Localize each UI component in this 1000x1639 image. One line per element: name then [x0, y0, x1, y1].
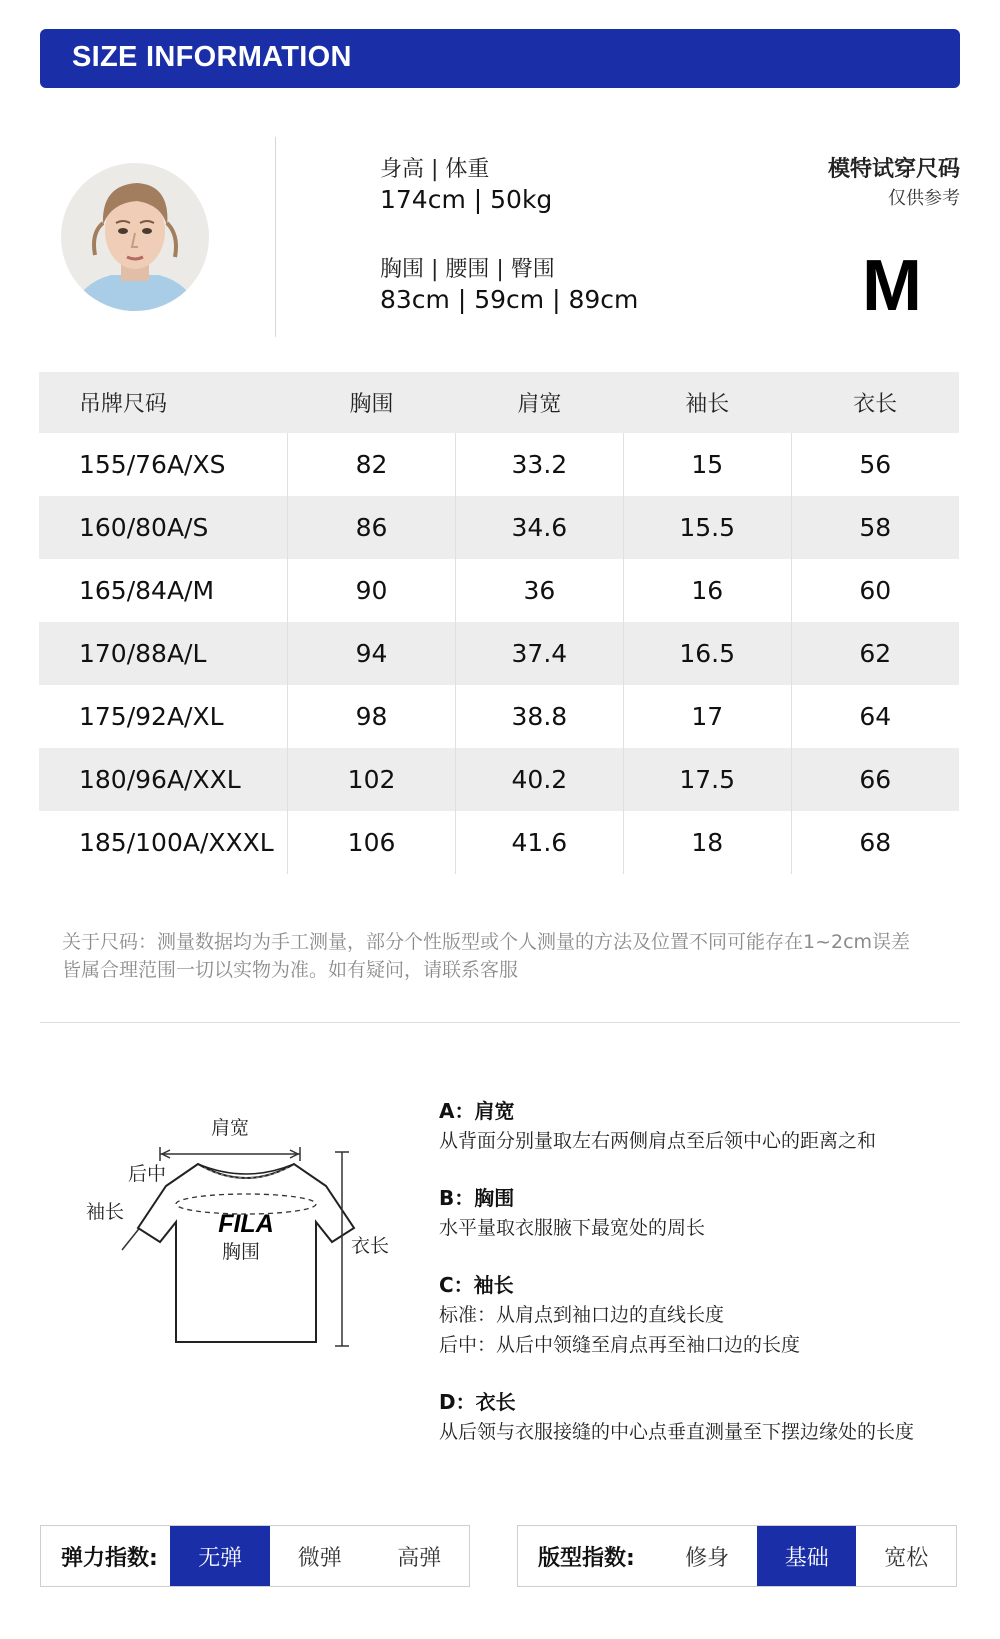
size-table [39, 372, 959, 874]
tshirt-measure-diagram [80, 1110, 420, 1420]
table-cell: 18 [623, 811, 791, 874]
definition-length [439, 1387, 959, 1447]
disclaimer-line: 皆属合理范围一切以实物为准。如有疑问，请联系客服 [62, 959, 519, 981]
model-info-divider [275, 137, 276, 337]
table-cell: 37.4 [455, 622, 623, 685]
header-chest: 胸围 [288, 372, 456, 433]
height-weight-label: 身高 | 体重 [380, 157, 490, 182]
size-info-banner [40, 29, 960, 88]
table-row [39, 685, 959, 748]
fit-option-regular: 基础 [757, 1526, 857, 1586]
table-cell: 15 [623, 433, 791, 496]
table-cell: 180/96A/XXL [39, 748, 288, 811]
definition-sleeve [439, 1270, 959, 1360]
table-cell: 16 [623, 559, 791, 622]
model-portrait-icon [61, 163, 209, 311]
measurement-definitions [439, 1096, 959, 1474]
table-cell: 94 [288, 622, 456, 685]
table-cell: 64 [791, 685, 959, 748]
elasticity-option-high: 高弹 [397, 1545, 442, 1571]
elasticity-option-none: 无弹 [170, 1526, 270, 1586]
size-disclaimer [62, 928, 962, 984]
table-cell: 165/84A/M [79, 576, 215, 605]
table-cell: 17 [623, 685, 791, 748]
header-shoulder: 肩宽 [455, 372, 623, 433]
table-cell: 33.2 [455, 433, 623, 496]
fit-option-loose: 宽松 [884, 1545, 929, 1571]
table-cell: 41.6 [455, 811, 623, 874]
table-cell: 40.2 [455, 748, 623, 811]
table-cell: 68 [791, 811, 959, 874]
body-measure-label: 胸围 | 腰围 | 臀围 [380, 257, 555, 282]
table-cell: 62 [791, 622, 959, 685]
table-cell: 58 [791, 496, 959, 559]
fila-logo-text: FILA [218, 1210, 274, 1238]
definition-head: D：衣长 [439, 1390, 516, 1414]
table-cell: 175/92A/XL [79, 702, 224, 731]
table-cell: 66 [791, 748, 959, 811]
fit-option-slim: 修身 [685, 1545, 730, 1571]
table-row [39, 811, 959, 874]
table-cell: 155/76A/XS [79, 450, 226, 479]
definition-chest [439, 1183, 959, 1243]
table-cell: 102 [288, 748, 456, 811]
table-cell: 185/100A/XXXL [79, 828, 274, 857]
table-cell: 36 [455, 559, 623, 622]
table-row [39, 622, 959, 685]
header-sleeve: 袖长 [623, 372, 791, 433]
definition-head: B：胸围 [439, 1186, 515, 1210]
table-cell: 160/80A/S [39, 496, 288, 559]
table-cell: 86 [288, 496, 456, 559]
header-tag-size: 吊牌尺码 [39, 372, 288, 433]
disclaimer-line: 关于尺码：测量数据均为手工测量，部分个性版型或个人测量的方法及位置不同可能存在1~2cm误差 [62, 931, 911, 953]
elasticity-label: 弹力指数: [61, 1545, 158, 1571]
section-divider [40, 1022, 960, 1023]
table-cell: 16.5 [623, 622, 791, 685]
label-back-center: 后中 [127, 1163, 167, 1185]
model-fit-title: 模特试穿尺码 [827, 157, 960, 182]
definition-line: 从背面分别量取左右两侧肩点至后领中心的距离之和 [439, 1130, 877, 1152]
table-cell: 170/88A/L [39, 622, 288, 685]
table-header-row [39, 372, 959, 433]
table-cell: 56 [791, 433, 959, 496]
table-cell: 15.5 [623, 496, 791, 559]
table-cell: 34.6 [455, 496, 623, 559]
label-chest: 胸围 [221, 1241, 261, 1263]
definition-head: C：袖长 [439, 1273, 514, 1297]
table-cell: 17.5 [623, 748, 791, 811]
model-fit-note: 仅供参考 [888, 188, 960, 209]
definition-head: A：肩宽 [439, 1099, 515, 1123]
table-row [39, 748, 959, 811]
table-cell: 98 [288, 685, 456, 748]
header-length: 衣长 [791, 372, 959, 433]
table-cell: 38.8 [455, 685, 623, 748]
table-row [39, 559, 959, 622]
table-cell: 90 [288, 559, 456, 622]
label-shoulder: 肩宽 [210, 1117, 250, 1139]
banner-title: SIZE INFORMATION [72, 41, 352, 73]
label-sleeve: 袖长 [85, 1201, 125, 1223]
table-row [39, 433, 959, 496]
body-measure-value: 83cm | 59cm | 89cm [380, 285, 639, 314]
model-avatar [61, 163, 209, 311]
table-row [39, 496, 959, 559]
table-cell: 82 [288, 433, 456, 496]
elasticity-option-slight: 微弹 [297, 1545, 342, 1571]
height-weight-value: 174cm | 50kg [380, 185, 553, 214]
model-fit-size: M [862, 246, 922, 326]
fit-index [517, 1525, 957, 1587]
definition-line: 从后领与衣服接缝的中心点垂直测量至下摆边缘处的长度 [439, 1421, 915, 1443]
definition-shoulder [439, 1096, 959, 1156]
fit-index-label: 版型指数: [538, 1545, 635, 1571]
definition-line: 后中：从后中领缝至肩点再至袖口边的长度 [439, 1334, 801, 1356]
definition-line: 水平量取衣服腋下最宽处的周长 [439, 1217, 706, 1239]
definition-line: 标准：从肩点到袖口边的直线长度 [439, 1304, 725, 1326]
table-cell: 60 [791, 559, 959, 622]
table-cell: 106 [288, 811, 456, 874]
label-length: 衣长 [350, 1235, 390, 1257]
elasticity-index [40, 1525, 470, 1587]
